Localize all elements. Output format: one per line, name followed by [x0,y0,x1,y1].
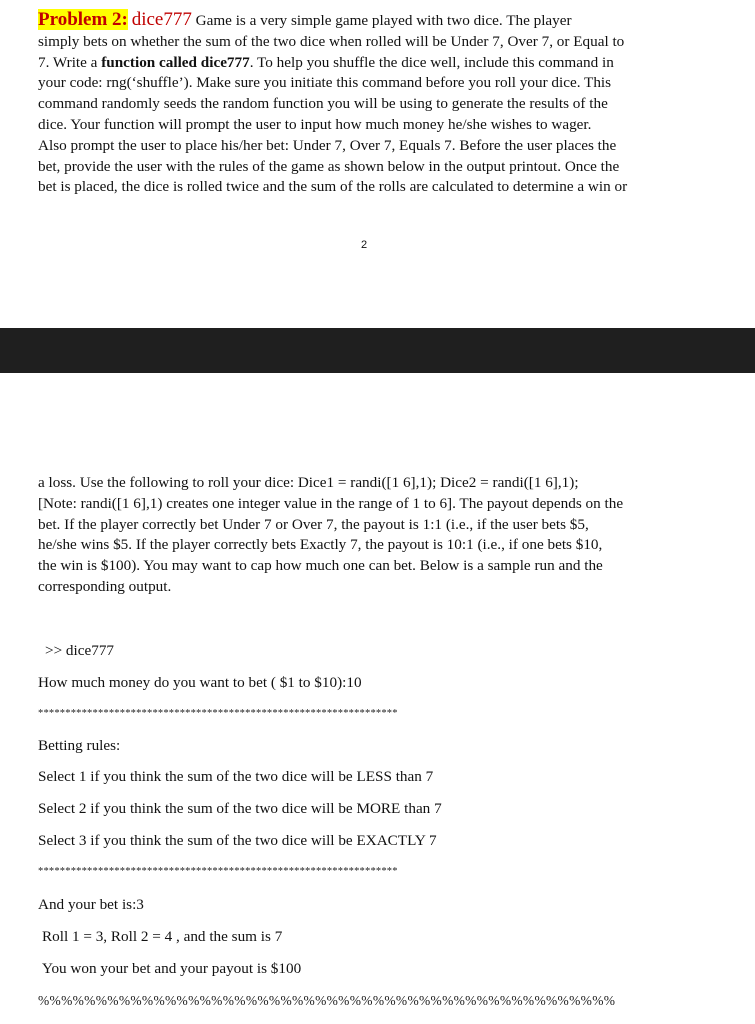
problem-heading-line [38,10,698,32]
bet-line: And your bet is:3 [38,896,144,913]
problem-line: dice. Your function will prompt the user to input how much money he/she wishes to wager. [38,115,592,133]
problem-continuation [38,473,698,598]
problem-line: bet is placed, the dice is rolled twice and the sum of the rolls are calculated to determine a win or [38,178,628,196]
problem-line: he/she wins $5. If the player correctly bets Exactly 7, the payout is 10:1 (i.e., if one bets $10, [38,536,603,554]
page-break-band [0,328,755,373]
star-divider: ****************************************************************** [38,866,398,877]
wager-prompt: How much money do you want to bet ( $1 to $10):10 [38,674,362,691]
rule-exactly: Select 3 if you think the sum of the two dice will be EXACTLY 7 [38,832,437,849]
problem-line: bet. If the player correctly bet Under 7 or Over 7, the payout is 1:1 (i.e., if the user bets $5, [38,515,589,533]
problem-line: Game is a very simple game played with two dice. The player [191,12,572,29]
problem-line: Also prompt the user to place his/her bet: Under 7, Over 7, Equals 7. Before the user places the [38,136,617,154]
text-run: 7. Write a [38,53,102,71]
problem-line: the win is $100). You may want to cap how much one can bet. Below is a sample run and the [38,557,603,575]
bold-text: function called dice777 [101,53,250,71]
problem-line: a loss. Use the following to roll your dice: Dice1 = randi([1 6],1); Dice2 = randi([1 6],1); [38,474,579,491]
problem-line [38,53,698,74]
problem-line: your code: rng(‘shuffle’). Make sure you initiate this command before you roll your dice. This [38,74,612,92]
text-run: . To help you shuffle the dice well, include this command in [249,53,614,71]
problem-line: corresponding output. [38,577,172,595]
rule-more: Select 2 if you think the sum of the two dice will be MORE than 7 [38,800,442,817]
star-divider: ****************************************************************** [38,708,398,719]
rolls-line: Roll 1 = 3, Roll 2 = 4 , and the sum is 7 [42,928,283,945]
rule-less: Select 1 if you think the sum of the two dice will be LESS than 7 [38,768,434,785]
rules-title: Betting rules: [38,737,121,754]
problem-line: [Note: randi([1 6],1) creates one integer value in the range of 1 to 6]. The payout depends on the [38,494,624,512]
problem-label: Problem 2: [38,9,128,30]
problem-line: command randomly seeds the random function you will be using to generate the results of the [38,95,608,113]
command-prompt: >> dice777 [45,642,115,659]
percent-divider: %%%%%%%%%%%%%%%%%%%%%%%%%%%%%%%%%%%%%%%%%%%%%%%%%% [38,993,616,1008]
result-line: You won your bet and your payout is $100 [42,960,302,977]
problem-statement [38,10,698,198]
function-name: dice777 [131,9,192,30]
page-number: 2 [361,239,368,251]
problem-line: simply bets on whether the sum of the two dice when rolled will be Under 7, Over 7, or Equal to [38,32,625,50]
problem-line: bet, provide the user with the rules of the game as shown below in the output printout. Once the [38,157,620,175]
